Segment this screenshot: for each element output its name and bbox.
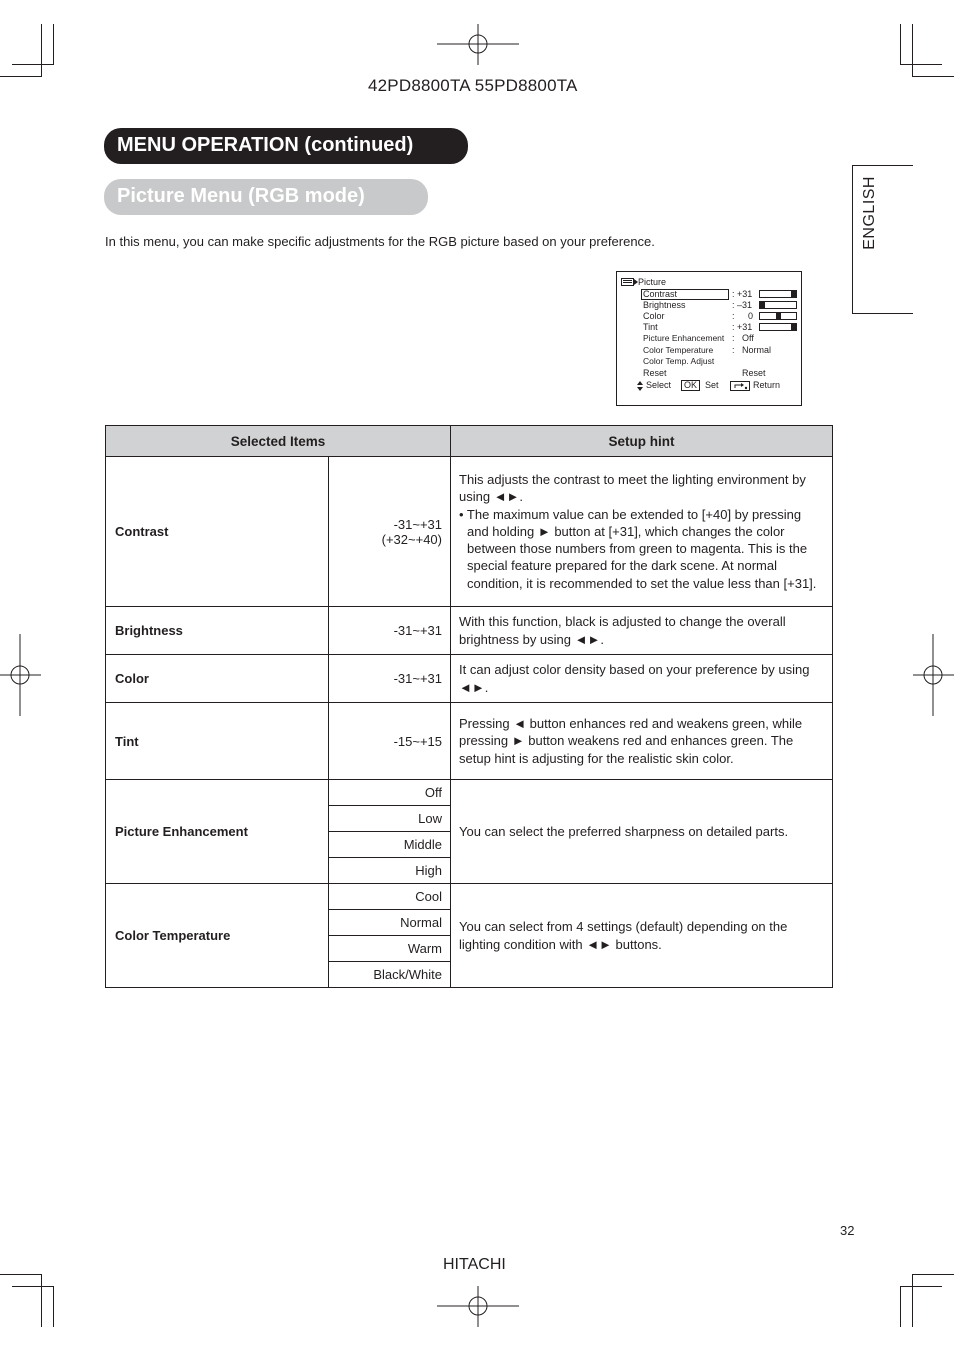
- option: Black/White: [329, 962, 451, 988]
- option: Low: [329, 806, 451, 832]
- osd-row-value: 0: [748, 311, 754, 321]
- osd-row-label: Picture Enhancement: [643, 333, 725, 343]
- range-normal: -31~+31: [393, 516, 442, 532]
- item-range: [329, 457, 451, 607]
- osd-level-bar: [759, 323, 797, 331]
- item-name: Contrast: [106, 457, 329, 607]
- setup-hint: You can select from 4 settings (default) depending on the lighting condition with ◄► buttons.: [451, 884, 833, 988]
- osd-row-label: Reset: [643, 368, 667, 378]
- osd-row-label: Tint: [643, 322, 658, 332]
- registration-mark-right: [913, 634, 954, 716]
- language-tab: [852, 165, 913, 314]
- table-row: [106, 607, 833, 655]
- osd-select-label: Select: [646, 380, 672, 390]
- setup-hint: Pressing ◄ button enhances red and weakens green, while pressing ► button weakens red and enhances green. The setup hint is adjusting for the realistic skin color.: [451, 703, 833, 780]
- table-row: [106, 884, 833, 910]
- hint-bullet: • The maximum value can be extended to [+40] by pressing and holding ► button at [+31], which changes the color between those numbers from green to magenta. This is the special feature prepared for the dark scene. At normal condition, it is recommended to set the value less than [+31].: [459, 506, 817, 591]
- item-name: Brightness: [106, 607, 329, 655]
- setup-hint: It can adjust color density based on your preference by using ◄►.: [451, 655, 833, 703]
- osd-row-colon: :: [732, 333, 735, 343]
- osd-set-label: Set: [705, 380, 719, 390]
- osd-title: Picture: [638, 277, 667, 287]
- registration-mark-left: [0, 634, 41, 716]
- table-row: [106, 457, 833, 607]
- osd-row-label: Color Temp. Adjust: [643, 356, 715, 366]
- osd-row-colon: :: [732, 300, 735, 310]
- section-subtitle: Picture Menu (RGB mode): [104, 179, 428, 215]
- osd-row-value: +31: [737, 322, 753, 332]
- osd-row-value: +31: [737, 289, 753, 299]
- osd-row-colon: :: [732, 311, 735, 321]
- registration-mark-top: [437, 24, 519, 65]
- picture-menu-icon: [621, 278, 639, 286]
- item-name: Color: [106, 655, 329, 703]
- osd-row-value: –31: [737, 300, 753, 310]
- option: High: [329, 858, 451, 884]
- up-down-arrow-icon: [637, 381, 643, 391]
- osd-ok-key: OK: [681, 380, 700, 391]
- option: Off: [329, 780, 451, 806]
- osd-row-label: Color Temperature: [643, 345, 714, 355]
- osd-level-bar: [759, 290, 797, 298]
- brand-name: HITACHI: [443, 1256, 506, 1273]
- table-row: [106, 703, 833, 780]
- column-header-setup-hint: Setup hint: [451, 426, 833, 457]
- osd-row-colon: :: [732, 345, 735, 355]
- column-header-selected-items: Selected Items: [106, 426, 451, 457]
- option: Middle: [329, 832, 451, 858]
- item-range: -15~+15: [329, 703, 451, 780]
- range-extended: (+32~+40): [381, 531, 442, 547]
- osd-row-colon: :: [732, 289, 735, 299]
- setup-hint: [451, 457, 833, 607]
- hint-text: This adjusts the contrast to meet the lighting environment by using ◄►.: [459, 471, 806, 505]
- osd-row-colon: :: [732, 322, 735, 332]
- table-row: [106, 780, 833, 806]
- model-numbers: 42PD8800TA 55PD8800TA: [368, 76, 578, 95]
- table-row: [106, 655, 833, 703]
- section-title: MENU OPERATION (continued): [104, 128, 468, 164]
- registration-mark-bottom: [437, 1286, 519, 1327]
- item-range: -31~+31: [329, 655, 451, 703]
- option: Cool: [329, 884, 451, 910]
- item-name: Color Temperature: [106, 884, 329, 988]
- language-tab-label: ENGLISH: [861, 176, 878, 250]
- item-range: -31~+31: [329, 607, 451, 655]
- settings-table: [105, 425, 833, 988]
- setup-hint: With this function, black is adjusted to change the overall brightness by using ◄►.: [451, 607, 833, 655]
- osd-row-value: Normal: [742, 345, 772, 355]
- option: Normal: [329, 910, 451, 936]
- osd-row-value: Off: [742, 333, 754, 343]
- osd-menu: [616, 271, 802, 406]
- item-name: Tint: [106, 703, 329, 780]
- osd-level-bar: [759, 301, 797, 309]
- return-icon: [730, 381, 750, 391]
- osd-row-label: Color: [643, 311, 665, 321]
- osd-return-label: Return: [753, 380, 781, 390]
- page-number: 32: [840, 1223, 855, 1238]
- osd-level-bar: [759, 312, 797, 320]
- osd-row-value: Reset: [742, 368, 766, 378]
- item-name: Picture Enhancement: [106, 780, 329, 884]
- intro-text: In this menu, you can make specific adjustments for the RGB picture based on your preference.: [105, 234, 655, 249]
- setup-hint: You can select the preferred sharpness on detailed parts.: [451, 780, 833, 884]
- osd-row-label: Contrast: [643, 289, 678, 299]
- option: Warm: [329, 936, 451, 962]
- osd-row-label: Brightness: [643, 300, 686, 310]
